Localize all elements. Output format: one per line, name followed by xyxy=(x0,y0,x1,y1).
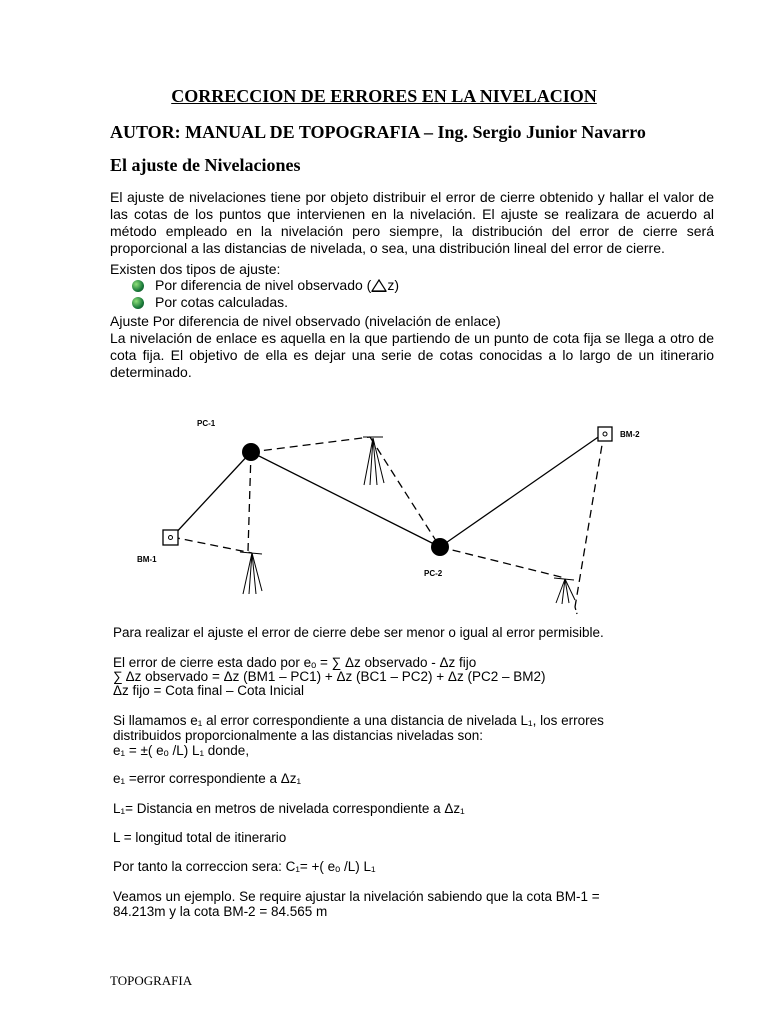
text-line: e₁ =error correspondiente a Δz₁ xyxy=(113,771,302,786)
bm2-label: BM-2 xyxy=(620,430,640,439)
dashed-line xyxy=(575,433,604,607)
text-line: Si llamamos e₁ al error correspondiente a una distancia de nivelada L₁, los errores xyxy=(113,713,604,728)
text-line: L = longitud total de itinerario xyxy=(113,830,287,845)
sight-line xyxy=(440,433,604,547)
dashed-line xyxy=(440,547,565,578)
bm1-benchmark-icon xyxy=(163,530,178,545)
bullet-text: Por cotas calculadas. xyxy=(155,294,289,310)
instrument-tripod xyxy=(554,578,575,604)
author-line: AUTOR: MANUAL DE TOPOGRAFIA – Ing. Sergio Junior Navarro xyxy=(110,122,646,142)
pc1-point xyxy=(242,443,260,461)
bm2-benchmark-icon xyxy=(598,427,612,441)
sight-line xyxy=(251,452,440,547)
dashed-line xyxy=(251,437,370,452)
sight-line xyxy=(172,452,251,537)
bullet-suffix: z) xyxy=(387,277,400,293)
intro-paragraph: El ajuste de nivelaciones tiene por objeto distribuir el error de cierre obtenido y hallar el valor de las cotas de los puntos que intervienen en la nivelación. El ajuste se realizara de acuerdo al método empleado en la nivelación pero siempre, la distribución del error de cierre será proporcional a las distancias de nivelada, o sea, una distribución lineal del error de cierre. xyxy=(110,189,714,256)
pc2-label: PC-2 xyxy=(424,569,443,578)
text-line: Δz fijo = Cota final – Cota Inicial xyxy=(113,683,304,698)
instrument-tripod xyxy=(363,437,384,485)
text-line: distribuidos proporcionalmente a las distancias niveladas son: xyxy=(113,728,483,743)
text-line: Para realizar el ajuste el error de cierre debe ser menor o igual al error permisible. xyxy=(113,625,604,640)
text-line: El error de cierre esta dado por eₒ = ∑ Δz observado - Δz fijo xyxy=(113,655,477,670)
enlace-paragraph: La nivelación de enlace es aquella en la que partiendo de un punto de cota fija se llega a otro de cota fija. El objetivo de ella es dejar una serie de cotas conocidas a lo largo de un itinerario determinado. xyxy=(110,330,714,380)
pc2-point xyxy=(431,538,449,556)
types-heading: Existen dos tipos de ajuste: xyxy=(110,261,281,277)
text-line: L₁= Distancia en metros de nivelada correspondiente a Δz₁ xyxy=(113,801,465,816)
section-heading: El ajuste de Nivelaciones xyxy=(110,155,301,175)
text-line: Veamos un ejemplo. Se require ajustar la nivelación sabiendo que la cota BM-1 = xyxy=(113,889,600,904)
bullet-text: Por diferencia de nivel observado ( xyxy=(155,277,372,293)
subheading: Ajuste Por diferencia de nivel observado (nivelación de enlace) xyxy=(110,313,501,329)
page-footer: TOPOGRAFIA xyxy=(110,973,193,988)
dashed-line xyxy=(248,452,251,551)
text-line: ∑ Δz observado = Δz (BM1 – PC1) + Δz (BC1 – PC2) + Δz (PC2 – BM2) xyxy=(113,669,546,684)
dashed-line xyxy=(370,437,440,547)
page-title: CORRECCION DE ERRORES EN LA NIVELACION xyxy=(171,86,597,106)
text-line: e₁ = ±( eₒ /L) L₁ donde, xyxy=(113,743,250,758)
dashed-line xyxy=(172,537,252,553)
text-line: Por tanto la correccion sera: C₁= +( eₒ /L) L₁ xyxy=(113,859,376,874)
pc1-label: PC-1 xyxy=(197,419,216,428)
text-line: 84.213m y la cota BM-2 = 84.565 m xyxy=(113,904,328,919)
instrument-tripod xyxy=(240,552,262,594)
bm1-label: BM-1 xyxy=(137,555,157,564)
